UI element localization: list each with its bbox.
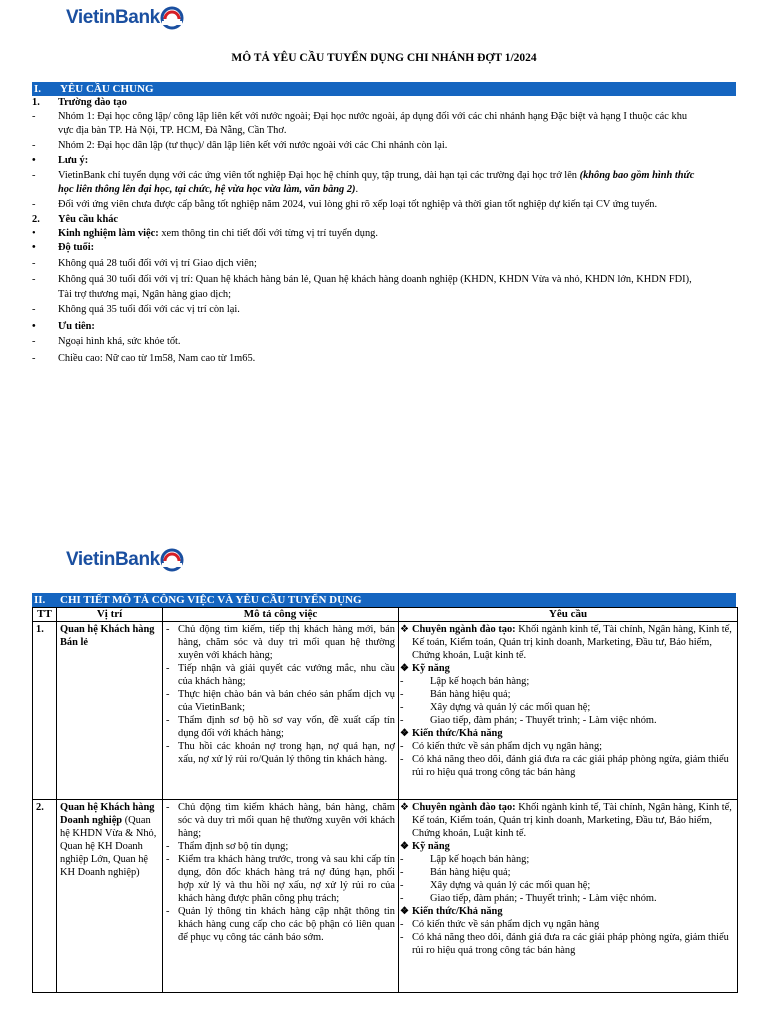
req-chuyen-nganh: ❖ Chuyên ngành đào tạo: Khối ngành kinh tế, Tài chính, Ngân hàng, Kinh tế, Kế toán, Kiểm toán, Quản trị kinh doanh, Marketing, Đầu tư, Bảo hiểm, Chứng khoán, Luật kinh tế. bbox=[400, 624, 732, 661]
logo-wordmark: VietinBank bbox=[66, 7, 160, 28]
list-item: - Quản lý thông tin khách hàng cập nhật thông tin khách hàng cung cấp cho các bộ phận có liên quan để phục vụ công tác cảnh báo sớm. bbox=[166, 906, 395, 943]
do-tuoi-2-text-cont: Tài trợ thương mại, Ngân hàng giao dịch; bbox=[58, 289, 232, 300]
row-mota bbox=[163, 622, 399, 800]
row-mota bbox=[163, 800, 399, 993]
table-header-row bbox=[33, 608, 738, 622]
section-title: YÊU CẦU CHUNG bbox=[60, 83, 154, 95]
list-item: - Chủ động tìm kiếm khách hàng, bán hàng, chăm sóc và duy trì mối quan hệ thường xuyên với khách hàng; bbox=[166, 802, 395, 839]
diamond-bullet-icon: ❖ bbox=[400, 802, 409, 813]
diamond-bullet-icon: ❖ bbox=[400, 841, 409, 852]
list-item: - Có khả năng theo dõi, đánh giá đưa ra các giải pháp phòng ngừa, giảm thiểu rủi ro hiệu quả trong công tác bán hàng bbox=[400, 932, 729, 956]
vitri-title: Quan hệ Khách hàng Doanh nghiệp bbox=[60, 802, 155, 826]
do-tuoi-1-text: Không quá 28 tuổi đối với vị trí Giao dịch viên; bbox=[58, 258, 257, 269]
luu-y-1-bold-cont: học liên thông lên đại học, tại chức, hệ vừa học vừa làm, văn bằng 2) bbox=[58, 184, 356, 195]
diamond-bullet-icon: ❖ bbox=[400, 663, 409, 674]
nhom1-text: Nhóm 1: Đại học công lập/ công lập liên kết với nước ngoài; Đại học nước ngoài, áp dụng đối với các chi nhánh hạng Đặc biệt và hạng I thuộc các khu bbox=[58, 111, 688, 122]
list-item: - Lập kế hoạch bán hàng; bbox=[400, 854, 530, 865]
req-ky-nang-label: ❖ Kỹ năng bbox=[400, 663, 450, 674]
header-mota: Mô tả công việc bbox=[163, 608, 399, 622]
list-item: - Có kiến thức về sản phẩm dịch vụ ngân hàng bbox=[400, 919, 600, 930]
luu-y-1-text: VietinBank chỉ tuyển dụng với các ứng viên tốt nghiệp Đại học hệ chính quy, tập trung, dài hạn tại các trường đại học trở lên bbox=[58, 170, 580, 181]
vietinbank-logo-2 bbox=[66, 548, 184, 572]
list-item: - Chủ động tìm kiếm, tiếp thị khách hàng mới, bán hàng, chăm sóc và duy trì mối quan hệ thường xuyên với khách hàng; bbox=[166, 624, 395, 661]
req-kien-thuc-label: ❖ Kiến thức/Khả năng bbox=[400, 728, 503, 739]
logo-emblem-icon bbox=[160, 6, 184, 30]
document-title: MÔ TẢ YÊU CẦU TUYỂN DỤNG CHI NHÁNH ĐỢT 1/2024 bbox=[231, 52, 537, 64]
list-item: - Lập kế hoạch bán hàng; bbox=[400, 676, 530, 687]
section-title: CHI TIẾT MÔ TẢ CÔNG VIỆC VÀ YÊU CẦU TUYỂN DỤNG bbox=[60, 594, 362, 606]
row-tt: 2. bbox=[33, 800, 57, 993]
list-item: - Giao tiếp, đàm phán; - Thuyết trình; - Làm việc nhóm. bbox=[400, 715, 657, 726]
subsection-number: 2. bbox=[32, 214, 40, 225]
list-item: - Có khả năng theo dõi, đánh giá đưa ra các giải pháp phòng ngừa, giảm thiểu rủi ro hiệu quả trong công tác bán hàng bbox=[400, 754, 729, 778]
list-item: - Tiếp nhận và giải quyết các vướng mắc, nhu cầu của khách hàng; bbox=[166, 663, 395, 687]
subsection-title: Trường đào tạo bbox=[58, 97, 127, 108]
req-chuyen-nganh: ❖ Chuyên ngành đào tạo: Khối ngành kinh tế, Tài chính, Ngân hàng, Kinh tế, Kế toán, Kiểm toán, Quản trị kinh doanh, Marketing, Đầu tư, Bảo hiểm, Chứng khoán, Luật kinh tế. bbox=[400, 802, 732, 839]
kinh-nghiem-label: Kinh nghiệm làm việc: bbox=[58, 228, 159, 239]
list-item: - Bán hàng hiệu quả; bbox=[400, 867, 511, 878]
table-row bbox=[33, 800, 738, 993]
list-item: - Thu hồi các khoản nợ trong hạn, nợ quá hạn, nợ xấu, nợ xử lý rủi ro/Quản lý thông tin khách hàng. bbox=[166, 741, 395, 765]
req-ky-nang-label: ❖ Kỹ năng bbox=[400, 841, 450, 852]
section-2-header bbox=[32, 593, 736, 607]
luu-y-1-bold: (không bao gồm hình thức bbox=[579, 170, 695, 181]
uu-tien-text: Ưu tiên: bbox=[58, 321, 95, 332]
nhom1-text-cont: vực địa bàn TP. Hà Nội, TP. HCM, Đà Nẵng, Cần Thơ. bbox=[58, 125, 287, 136]
list-item: - Có kiến thức về sản phẩm dịch vụ ngân hàng; bbox=[400, 741, 603, 752]
do-tuoi-3-text: Không quá 35 tuổi đối với các vị trí còn lại. bbox=[58, 304, 240, 315]
logo-wordmark: VietinBank bbox=[66, 549, 160, 570]
job-table bbox=[32, 607, 738, 993]
row-yeucau bbox=[399, 800, 738, 993]
vietinbank-logo bbox=[66, 6, 184, 30]
subsection-title: Yêu cầu khác bbox=[58, 214, 119, 225]
diamond-bullet-icon: ❖ bbox=[400, 906, 409, 917]
section-number: I. bbox=[34, 83, 42, 95]
row-yeucau bbox=[399, 622, 738, 800]
header-tt: TT bbox=[33, 608, 57, 622]
section-number: II. bbox=[34, 594, 46, 606]
list-item: - Giao tiếp, đàm phán; - Thuyết trình; - Làm việc nhóm. bbox=[400, 893, 657, 904]
list-item: - Thẩm định sơ bộ tín dụng; bbox=[166, 841, 289, 852]
row-vitri bbox=[57, 800, 163, 993]
vitri-title: Quan hệ Khách hàng bbox=[60, 624, 155, 635]
luu-y-2-text: Đối với ứng viên chưa được cấp bằng tốt nghiệp năm 2024, vui lòng ghi rõ xếp loại tốt nghiệp và thời gian tốt nghiệp dự kiến tại CV ứng tuyển. bbox=[58, 199, 658, 210]
row-vitri bbox=[57, 622, 163, 800]
vitri-title-2: Bán lẻ bbox=[60, 637, 89, 648]
subsection-number: 1. bbox=[32, 97, 40, 108]
req-kien-thuc-label: ❖ Kiến thức/Khả năng bbox=[400, 906, 503, 917]
logo-emblem-icon bbox=[160, 548, 184, 572]
do-tuoi-text: Độ tuổi: bbox=[58, 242, 95, 253]
list-item: - Thẩm định sơ bộ hồ sơ vay vốn, đề xuất cấp tín dụng đối với khách hàng; bbox=[166, 715, 395, 739]
do-tuoi-2-text: Không quá 30 tuổi đối với vị trí: Quan hệ khách hàng bán lẻ, Quan hệ khách hàng doanh nghiệp (KHDN, KHDN Vừa và nhỏ, KHDN lớn, KHDN FDI), bbox=[58, 274, 692, 285]
header-vitri: Vị trí bbox=[57, 608, 163, 622]
luu-y-1-end: . bbox=[355, 184, 359, 195]
diamond-bullet-icon: ❖ bbox=[400, 728, 409, 739]
table-row bbox=[33, 622, 738, 800]
header-yeucau: Yêu cầu bbox=[399, 608, 738, 622]
list-item: - Kiểm tra khách hàng trước, trong và sau khi cấp tín dụng, đôn đốc khách hàng trả nợ đúng hạn, phối hợp xử lý và thu hồi nợ xấu, nợ xử lý rủi ro của khách hàng được phân công phụ trách; bbox=[166, 854, 395, 904]
list-item: - Xây dựng và quản lý các mối quan hệ; bbox=[400, 880, 591, 891]
list-item: - Xây dựng và quản lý các mối quan hệ; bbox=[400, 702, 591, 713]
section-1-header bbox=[32, 82, 736, 96]
vitri-detail: (Quan hệ KHDN Vừa & Nhỏ, Quan hệ KH Doanh nghiệp Lớn, Quan hệ KH Doanh nghiệp) bbox=[60, 815, 157, 878]
uu-tien-2-text: Chiều cao: Nữ cao từ 1m58, Nam cao từ 1m65. bbox=[58, 353, 256, 364]
uu-tien-1-text: Ngoại hình khá, sức khỏe tốt. bbox=[58, 336, 181, 347]
list-item: - Bán hàng hiệu quả; bbox=[400, 689, 511, 700]
list-item: - Thực hiện chào bán và bán chéo sản phẩm dịch vụ của VietinBank; bbox=[166, 689, 395, 713]
luu-y-text: Lưu ý: bbox=[58, 155, 89, 166]
diamond-bullet-icon: ❖ bbox=[400, 624, 409, 635]
row-tt: 1. bbox=[33, 622, 57, 800]
kinh-nghiem-text: xem thông tin chi tiết đối với từng vị trí tuyển dụng. bbox=[158, 228, 378, 239]
nhom2-text: Nhóm 2: Đại học dân lập (tư thục)/ dân lập liên kết với nước ngoài với các Chi nhánh còn lại. bbox=[58, 140, 448, 151]
